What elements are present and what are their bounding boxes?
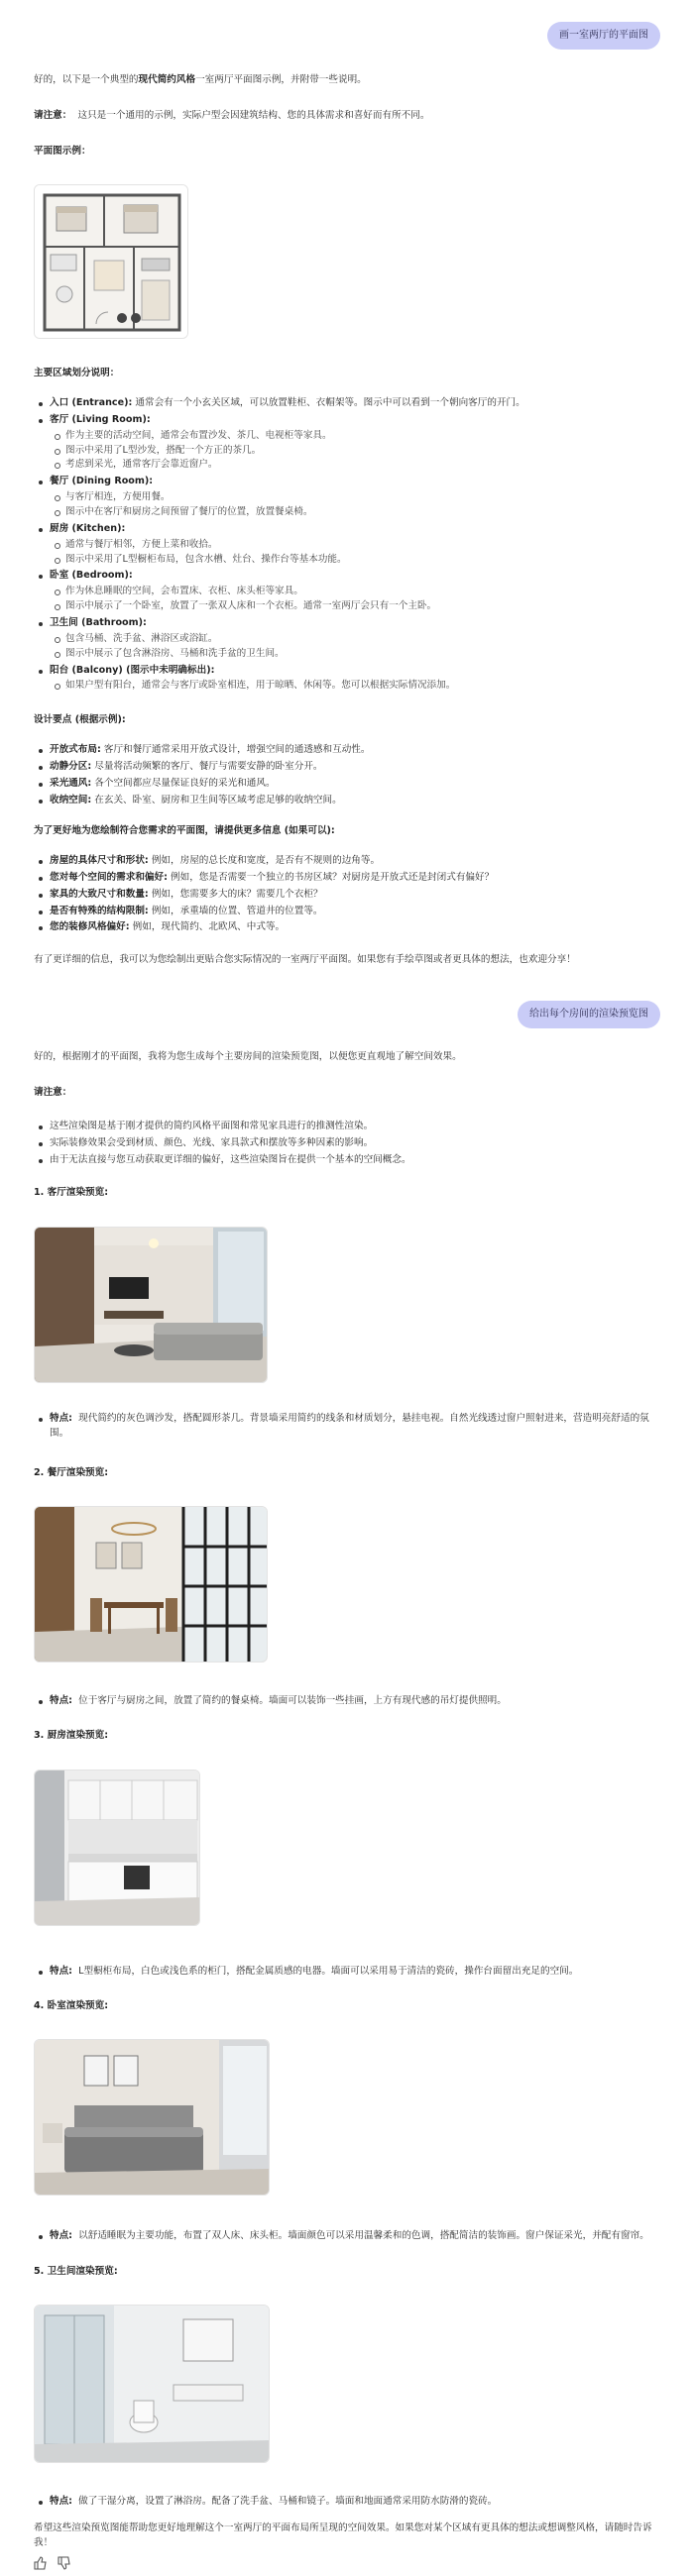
more-info-item-title: 您的装修风格偏好: bbox=[50, 921, 130, 933]
area-title: 厨房 (Kitchen): bbox=[50, 522, 126, 534]
area-sub-item: 图示中展示了包含淋浴房、马桶和洗手盆的卫生间。 bbox=[50, 647, 658, 662]
user-message-bubble-2: 给出每个房间的渲染预览图 bbox=[518, 1001, 660, 1028]
area-sub-item: 作为主要的活动空间，通常会布置沙发、茶几、电视柜等家具。 bbox=[50, 429, 658, 444]
more-info-title: 为了更好地为您绘制符合您需求的平面图，请提供更多信息 (如果可以): bbox=[34, 825, 335, 836]
dining-room-render[interactable] bbox=[34, 1506, 268, 1663]
area-sub-item: 与客厅相连，方便用餐。 bbox=[50, 490, 658, 505]
room-heading-bedroom: 4. 卧室渲染预览: bbox=[34, 2000, 109, 2011]
design-title: 设计要点 (根据示例): bbox=[34, 714, 126, 725]
area-item bbox=[34, 475, 658, 520]
more-info-item-title: 家具的大致尺寸和数量: bbox=[50, 888, 149, 900]
area-sub-item: 图示中采用了L型沙发，搭配一个方正的茶几。 bbox=[50, 444, 658, 459]
areas-list bbox=[34, 396, 658, 696]
design-item-title: 采光通风: bbox=[50, 777, 92, 789]
area-title: 客厅 (Living Room): bbox=[50, 413, 151, 425]
answer-outro: 有了更详细的信息，我可以为您绘制出更贴合您实际情况的一室两厅平面图。如果您有手绘草图或者更具体的想法，也欢迎分享！ bbox=[34, 954, 576, 965]
area-title: 阳台 (Balcony) (图示中未明确标出): bbox=[50, 664, 215, 676]
kitchen-render[interactable] bbox=[34, 1770, 200, 1926]
areas-title: 主要区域划分说明： bbox=[34, 368, 120, 378]
area-item bbox=[34, 569, 658, 614]
area-sub-list bbox=[50, 585, 658, 614]
area-sub-item: 图示中在客厅和厨房之间预留了餐厅的位置，放置餐桌椅。 bbox=[50, 505, 658, 520]
floorplan-label: 平面图示例： bbox=[34, 146, 91, 157]
thumbs-down-icon[interactable] bbox=[58, 2556, 71, 2570]
room-feature-bathroom: 特点: 做了干湿分离，设置了淋浴房。配备了洗手盆、马桶和镜子。墙面和地面通常采用防水防滑的瓷砖。 bbox=[34, 2495, 658, 2512]
more-info-item bbox=[34, 905, 658, 919]
thumbs-up-icon[interactable] bbox=[34, 2556, 48, 2570]
note-item: 这些渲染图是基于刚才提供的简约风格平面图和常见家具进行的推测性渲染。 bbox=[34, 1120, 658, 1134]
bedroom-render[interactable] bbox=[34, 2039, 270, 2196]
area-title: 卫生间 (Bathroom): bbox=[50, 617, 147, 629]
design-item-text: 尽量将活动频繁的客厅、餐厅与需要安静的卧室分开。 bbox=[94, 760, 323, 772]
design-item-text: 在玄关、卧室、厨房和卫生间等区域考虑足够的收纳空间。 bbox=[94, 794, 342, 805]
design-item bbox=[34, 794, 658, 808]
answer2-outro: 希望这些渲染预览图能帮助您更好地理解这个一室两厅的平面布局所呈现的空间效果。如果您对某个区域有更具体的想法或想调整风格，请随时告诉我！ bbox=[34, 2522, 652, 2548]
area-title: 入口 (Entrance): bbox=[50, 397, 133, 408]
answer2-intro: 好的，根据刚才的平面图，我将为您生成每个主要房间的渲染预览图，以便您更直观地了解空间效果。 bbox=[34, 1051, 462, 1062]
area-title: 餐厅 (Dining Room): bbox=[50, 476, 154, 487]
design-item-title: 动静分区: bbox=[50, 760, 92, 772]
more-info-item bbox=[34, 871, 658, 886]
room-heading-bathroom: 5. 卫生间渲染预览: bbox=[34, 2266, 118, 2277]
area-sub-list bbox=[50, 679, 658, 694]
area-sub-item: 作为休息睡眠的空间，会布置床、衣柜、床头柜等家具。 bbox=[50, 585, 658, 599]
area-sub-list bbox=[50, 632, 658, 662]
area-title: 卧室 (Bedroom): bbox=[50, 570, 133, 582]
room-feature-kitchen: 特点: L型橱柜布局，白色或浅色系的柜门，搭配金属质感的电器。墙面可以采用易于清洁的瓷砖，操作台面留出充足的空间。 bbox=[34, 1965, 658, 1982]
area-sub-list bbox=[50, 429, 658, 474]
design-list bbox=[34, 743, 658, 809]
more-info-item bbox=[34, 888, 658, 903]
note-item: 实际装修效果会受到材质、颜色、光线、家具款式和摆放等多种因素的影响。 bbox=[34, 1136, 658, 1151]
area-item bbox=[34, 522, 658, 568]
user-message-bubble: 画一室两厅的平面图 bbox=[547, 22, 660, 50]
more-info-item-title: 您对每个空间的需求和偏好: bbox=[50, 871, 168, 883]
more-info-item-title: 是否有特殊的结构限制: bbox=[50, 905, 149, 916]
area-sub-list bbox=[50, 538, 658, 568]
area-sub-item: 通常与餐厅相邻，方便上菜和收拾。 bbox=[50, 538, 658, 553]
more-info-item-text: 例如，现代简约、北欧风、中式等。 bbox=[132, 921, 286, 933]
area-item bbox=[34, 616, 658, 662]
design-item bbox=[34, 743, 658, 758]
more-info-item bbox=[34, 854, 658, 869]
area-sub-item: 图示中展示了一个卧室，放置了一张双人床和一个衣柜。通常一室两厅会只有一个主卧。 bbox=[50, 599, 658, 614]
design-item-title: 开放式布局: bbox=[50, 744, 101, 755]
more-info-item-title: 房屋的具体尺寸和形状: bbox=[50, 855, 149, 866]
design-item-text: 客厅和餐厅通常采用开放式设计，增强空间的通透感和互动性。 bbox=[103, 744, 371, 755]
more-info-item-text: 例如，您需要多大的床？需要几个衣柜？ bbox=[151, 888, 323, 900]
more-info-item-text: 例如，您是否需要一个独立的书房区域？对厨房是开放式还是封闭式有偏好？ bbox=[171, 871, 495, 883]
room-feature-living: 特点: 现代简约的灰色调沙发，搭配圆形茶几。背景墙采用简约的线条和材质划分，悬挂电视。自然光线透过窗户照射进来，营造明亮舒适的氛围。 bbox=[34, 1412, 658, 1444]
design-item-title: 收纳空间: bbox=[50, 794, 92, 805]
room-feature-dining: 特点: 位于客厅与厨房之间，放置了简约的餐桌椅。墙面可以装饰一些挂画，上方有现代感的吊灯提供照明。 bbox=[34, 1694, 658, 1711]
answer-note: 请注意： 这只是一个通用的示例，实际户型会因建筑结构、您的具体需求和喜好而有所不同。 bbox=[34, 110, 430, 121]
living-room-render[interactable] bbox=[34, 1227, 268, 1383]
area-sub-item: 包含马桶、洗手盆、淋浴区或浴缸。 bbox=[50, 632, 658, 647]
room-feature-bedroom: 特点: 以舒适睡眠为主要功能，布置了双人床、床头柜。墙面颜色可以采用温馨柔和的色调，搭配简洁的装饰画。窗户保证采光，并配有窗帘。 bbox=[34, 2229, 658, 2246]
answer-intro: 好的，以下是一个典型的现代简约风格一室两厅平面图示例，并附带一些说明。 bbox=[34, 74, 367, 85]
room-heading-kitchen: 3. 厨房渲染预览: bbox=[34, 1730, 109, 1741]
answer2-note-label: 请注意： bbox=[34, 1087, 72, 1098]
more-info-list bbox=[34, 854, 658, 937]
floorplan-image[interactable] bbox=[34, 184, 188, 339]
area-sub-item: 图示中采用了L型橱柜布局，包含水槽、灶台、操作台等基本功能。 bbox=[50, 553, 658, 568]
room-heading-living: 1. 客厅渲染预览: bbox=[34, 1187, 109, 1198]
design-item bbox=[34, 760, 658, 775]
area-item bbox=[34, 396, 658, 411]
area-sub-item: 如果户型有阳台，通常会与客厅或卧室相连，用于晾晒、休闲等。您可以根据实际情况添加。 bbox=[50, 679, 658, 694]
note-item: 由于无法直接与您互动获取更详细的偏好，这些渲染图旨在提供一个基本的空间概念。 bbox=[34, 1153, 658, 1168]
more-info-item-text: 例如，承重墙的位置、管道井的位置等。 bbox=[151, 905, 323, 916]
bathroom-render[interactable] bbox=[34, 2305, 270, 2463]
room-heading-dining: 2. 餐厅渲染预览: bbox=[34, 1467, 109, 1478]
design-item-text: 各个空间都应尽量保证良好的采光和通风。 bbox=[94, 777, 276, 789]
more-info-item bbox=[34, 920, 658, 935]
more-info-item-text: 例如，房屋的总长度和宽度，是否有不规则的边角等。 bbox=[151, 855, 381, 866]
area-item bbox=[34, 664, 658, 695]
feedback-bar bbox=[34, 2556, 71, 2570]
design-item bbox=[34, 777, 658, 792]
area-sub-item: 考虑到采光，通常客厅会靠近窗户。 bbox=[50, 458, 658, 473]
answer2-notes bbox=[34, 1120, 658, 1170]
area-item bbox=[34, 413, 658, 473]
area-sub-list bbox=[50, 490, 658, 520]
area-text: 通常会有一个小玄关区域，可以放置鞋柜、衣帽架等。图示中可以看到一个朝向客厅的开门。 bbox=[135, 397, 525, 408]
